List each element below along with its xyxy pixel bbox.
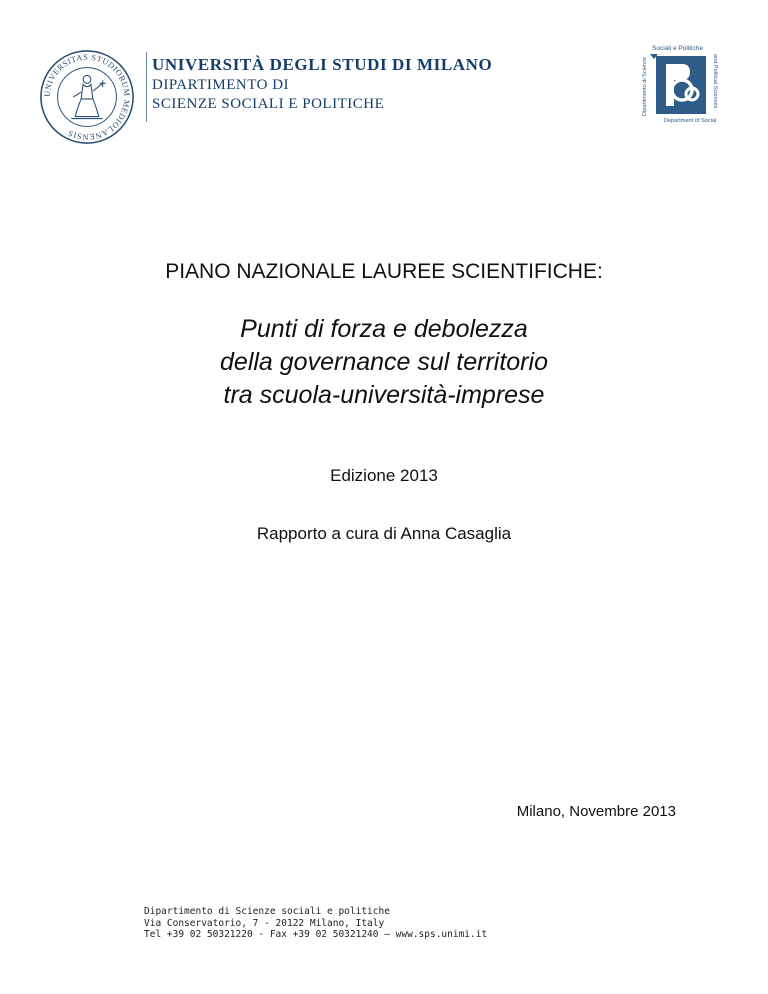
university-seal-logo — [38, 48, 136, 146]
footer-contacts: Tel +39 02 50321220 - Fax +39 02 50321240 – www.sps.unimi.it — [144, 929, 488, 940]
footer-address: Via Conservatorio, 7 - 20122 Milano, Italy — [144, 917, 385, 929]
subtitle-line: Punti di forza e debolezza — [240, 315, 528, 343]
sps-department-logo — [622, 44, 726, 124]
svg-text:Sociali e Politiche: Sociali e Politiche — [652, 45, 703, 52]
page-footer — [144, 906, 564, 941]
page-header — [0, 0, 768, 140]
svg-text:Department of Social: Department of Social — [664, 118, 717, 124]
university-name: UNIVERSITÀ DEGLI STUDI DI MILANO — [152, 55, 493, 74]
place-date: Milano, Novembre 2013 — [516, 803, 676, 820]
edition-label: Edizione 2013 — [330, 466, 438, 485]
footer-department: Dipartimento di Scienze sociali e politiche — [144, 906, 390, 917]
author-label: Rapporto a cura di Anna Casaglia — [256, 524, 512, 543]
document-subtitle — [0, 313, 768, 412]
svg-text:and Political Sciences: and Political Sciences — [712, 54, 718, 109]
header-divider — [146, 52, 147, 122]
subtitle-line: tra scuola-università-imprese — [223, 381, 545, 409]
department-label: DIPARTIMENTO DI — [152, 77, 290, 93]
subtitle-line: della governance sul territorio — [220, 348, 548, 376]
university-branding — [152, 54, 512, 114]
svg-text:Dipartimento di Scienze: Dipartimento di Scienze — [642, 56, 648, 116]
svg-text:UNIVERSITAS STUDIORUM MEDIOLAN: UNIVERSITAS STUDIORUM MEDIOLANENSIS — [42, 52, 132, 142]
document-title: PIANO NAZIONALE LAUREE SCIENTIFICHE: — [165, 260, 603, 283]
department-name: SCIENZE SOCIALI E POLITICHE — [152, 96, 385, 112]
